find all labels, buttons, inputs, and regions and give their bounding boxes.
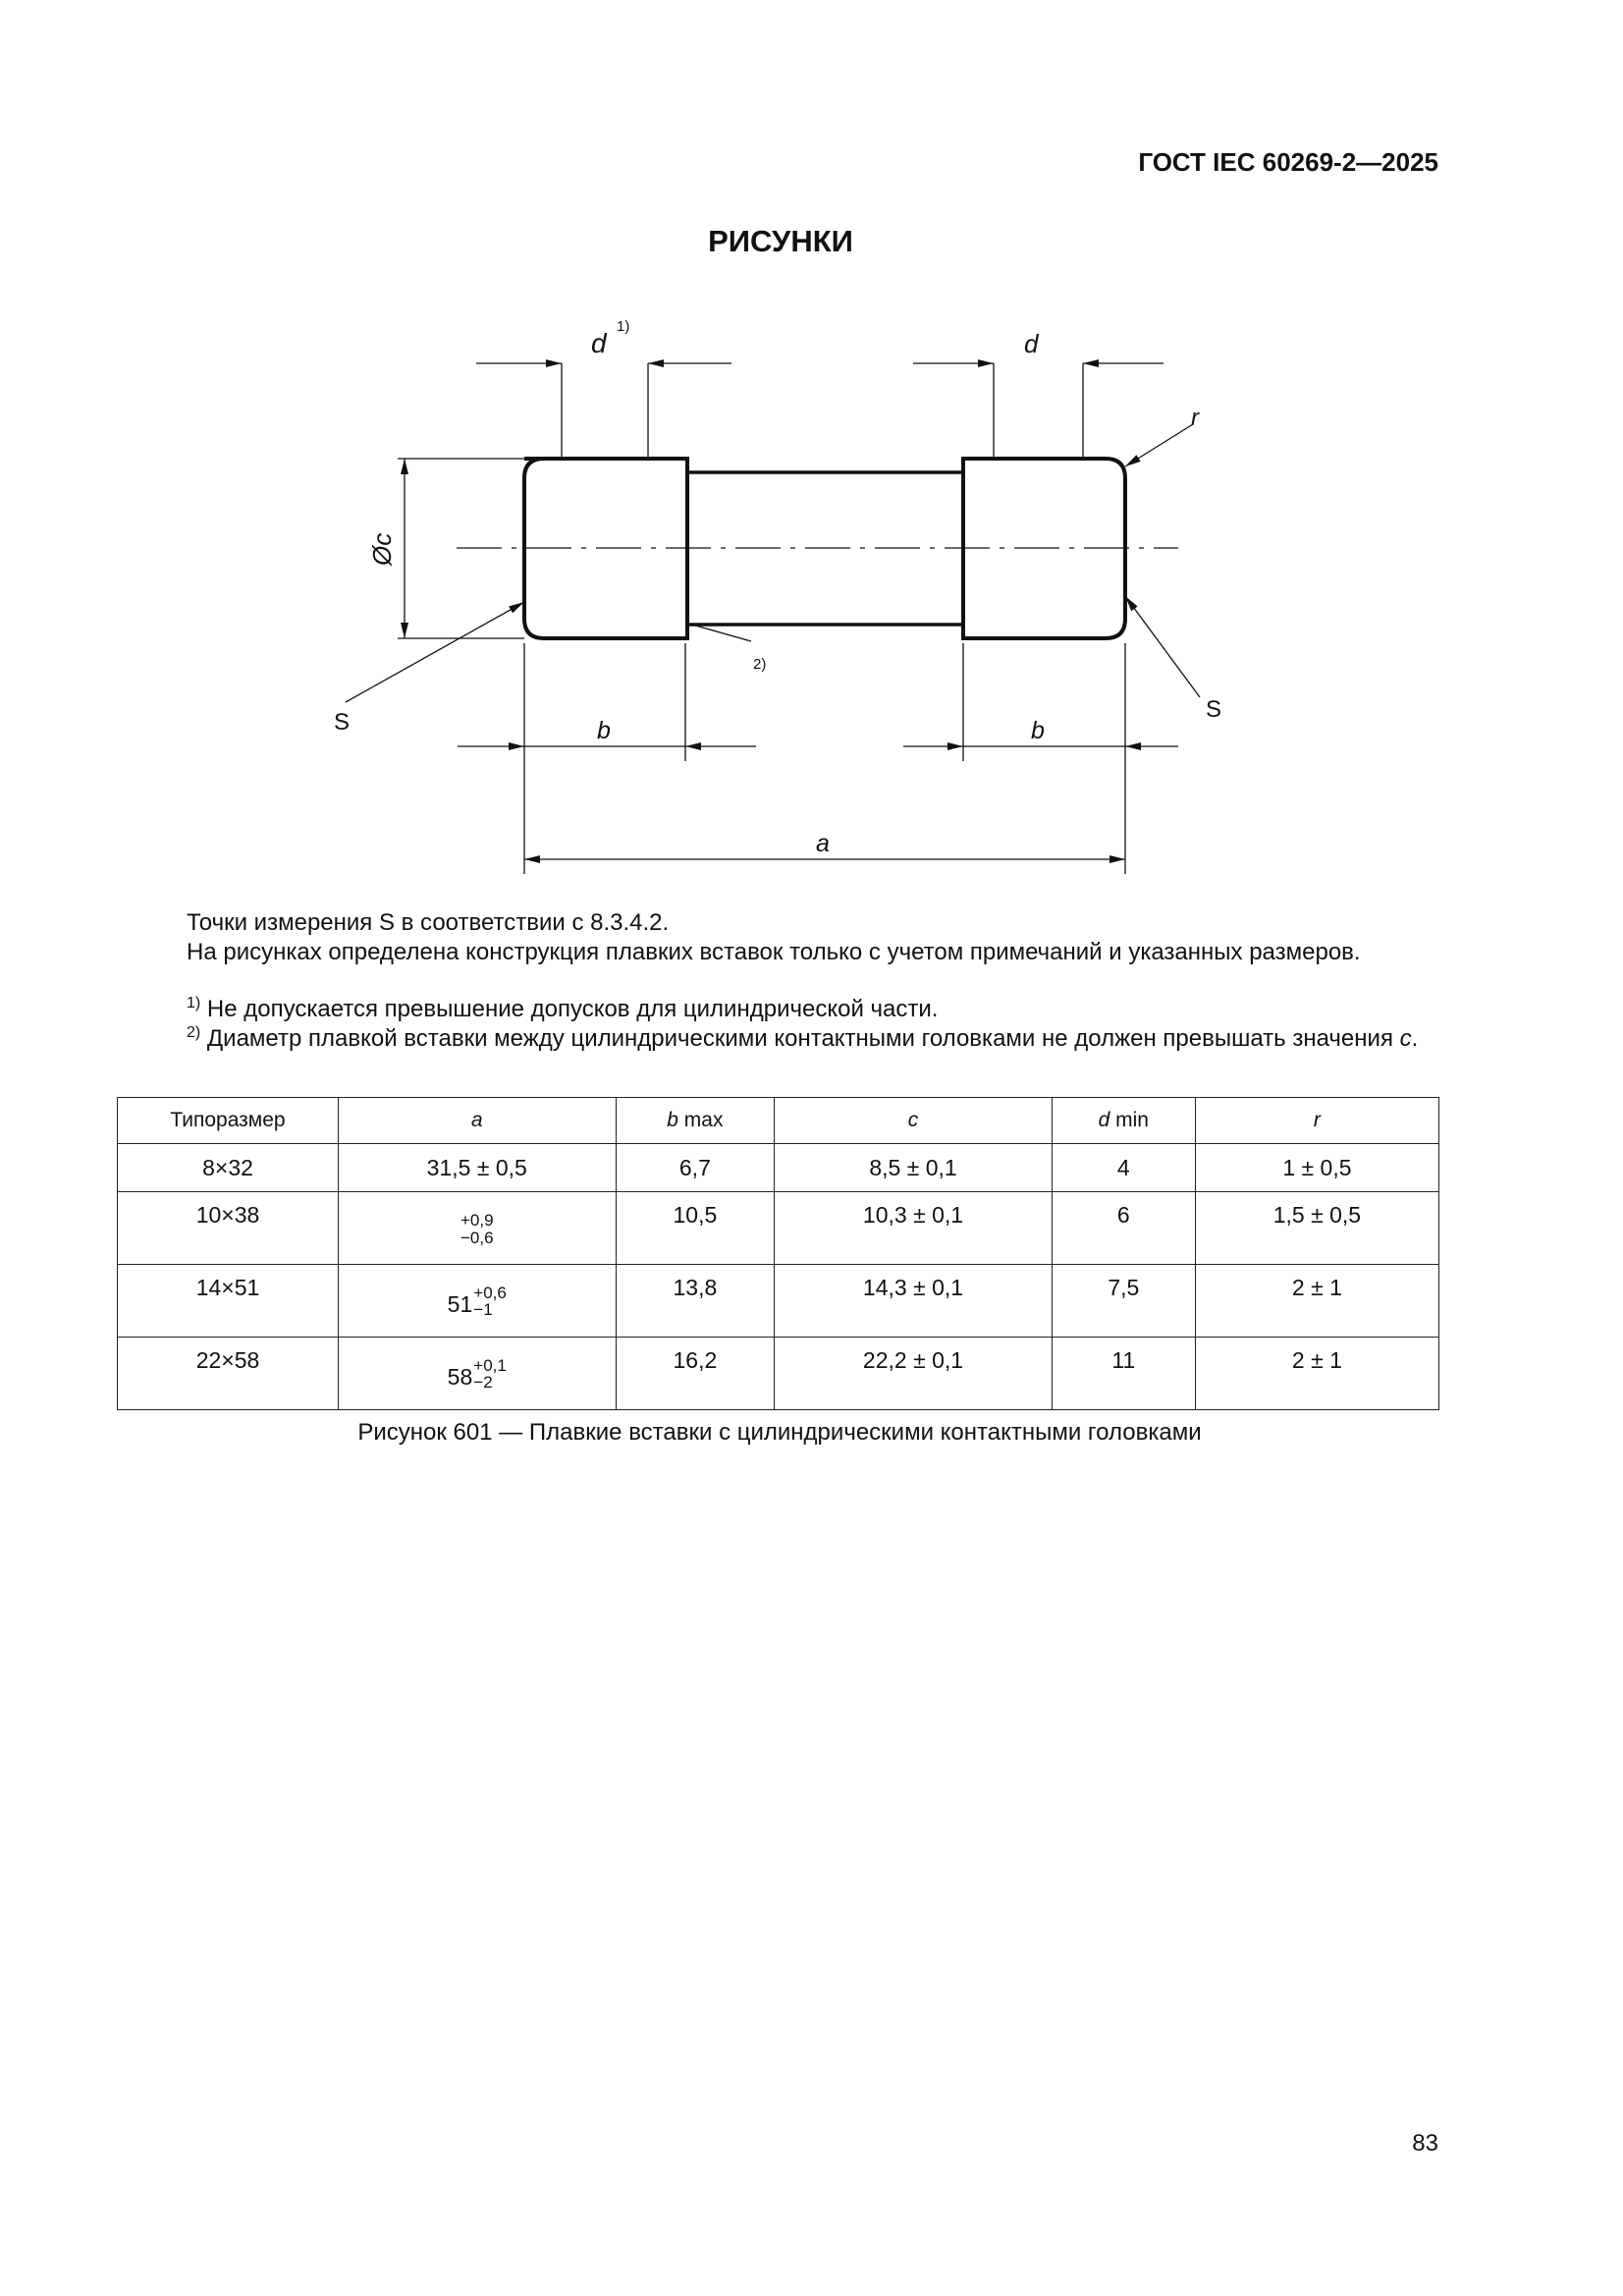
cell-b-max: 16,2 [616,1338,775,1410]
fuse-link-drawing [324,309,1222,889]
cell-d-min: 6 [1052,1192,1195,1265]
header-a-var: a [470,1109,483,1131]
cell-size: 10×38 [118,1192,339,1265]
dim-r: r [1191,405,1199,431]
table-header-row [118,1098,1439,1144]
cell-c: 10,3 ± 0,1 [775,1192,1053,1265]
cell-d-min: 4 [1052,1144,1195,1192]
cell-c: 14,3 ± 0,1 [775,1265,1053,1338]
dim-b-right: b [1031,717,1045,744]
footnote-1 [187,995,1453,1024]
dim-d-left-note: 1) [617,318,630,335]
tolerance-base: 51 [447,1291,473,1317]
cell-a [339,1192,617,1265]
cell-a [339,1338,617,1410]
footnote-2-var: c [1399,1025,1412,1052]
note-2-label: 2) [753,656,767,673]
tolerance-stack [460,1212,494,1247]
tolerance-lower: −2 [473,1373,493,1392]
header-r-var: r [1313,1109,1321,1131]
dim-diameter-c: Øc [367,532,397,566]
drawing-notes [187,908,1453,1054]
table-row [118,1144,1439,1192]
page-number: 83 [1412,2130,1438,2157]
tolerance-value [448,1285,507,1318]
header-c [775,1098,1053,1144]
cell-b-max: 13,8 [616,1265,775,1338]
footnote-2-text: Диаметр плавкой вставки между цилиндрическими контактными головками не должен превышать значения [206,1025,1400,1052]
footnote-1-text: Не допускается превышение допусков для цилиндрической части. [206,996,939,1022]
header-d-var: d [1098,1109,1110,1131]
table-row [118,1265,1439,1338]
dimensions-table [117,1097,1439,1410]
header-b-suffix: max [677,1109,724,1131]
note-line-2: На рисунках определена конструкция плавких вставок только с учетом примечаний и указанных размеров. [187,939,1361,965]
dim-d-left: d [591,328,607,358]
figure-caption: Рисунок 601 — Плавкие вставки с цилиндрическими контактными головками [357,1419,1202,1446]
header-size: Типоразмер [118,1098,339,1144]
tolerance-upper: +0,1 [473,1356,507,1375]
header-b-var: b [667,1109,678,1131]
tolerance-value [448,1357,507,1391]
tolerance-upper: +0,9 [460,1211,494,1230]
cell-size: 14×51 [118,1265,339,1338]
footnote-2-mark: 2) [187,1024,201,1041]
dim-b-left: b [597,717,611,744]
tolerance-upper: +0,6 [473,1284,507,1302]
note-line-1: Точки измерения S в соответствии с 8.3.4.2. [187,909,670,936]
footnote-1-mark: 1) [187,995,201,1011]
cell-a: 31,5 ± 0,5 [339,1144,617,1192]
standard-code: ГОСТ IEC 60269-2—2025 [1138,147,1438,177]
cell-size: 8×32 [118,1144,339,1192]
label-s-right: S [1206,696,1222,723]
section-title: РИСУНКИ [708,224,853,258]
cell-d-min: 7,5 [1052,1265,1195,1338]
cell-r: 1 ± 0,5 [1195,1144,1438,1192]
dim-d-right: d [1024,329,1039,358]
cell-r: 1,5 ± 0,5 [1195,1192,1438,1265]
cell-r: 2 ± 1 [1195,1338,1438,1410]
cell-r: 2 ± 1 [1195,1265,1438,1338]
tolerance-lower: −0,6 [460,1229,494,1247]
footnote-2 [187,1024,1453,1054]
header-a [339,1098,617,1144]
cell-b-max: 6,7 [616,1144,775,1192]
table-row [118,1192,1439,1265]
label-s-left: S [334,709,351,736]
header-d-suffix: min [1109,1109,1149,1131]
footnote-2-end: . [1411,1025,1419,1052]
header-d-min [1052,1098,1195,1144]
header-c-var: c [907,1109,919,1131]
cell-c: 8,5 ± 0,1 [775,1144,1053,1192]
header-r [1195,1098,1438,1144]
header-b-max [616,1098,775,1144]
tolerance-base: 58 [447,1364,473,1390]
table-row [118,1338,1439,1410]
cell-d-min: 11 [1052,1338,1195,1410]
cell-b-max: 10,5 [616,1192,775,1265]
tolerance-lower: −1 [473,1300,493,1319]
tolerance-stack [473,1285,507,1318]
dim-a: a [816,830,830,857]
cell-c: 22,2 ± 0,1 [775,1338,1053,1410]
cell-a [339,1265,617,1338]
tolerance-stack [473,1357,507,1391]
cell-size: 22×58 [118,1338,339,1410]
